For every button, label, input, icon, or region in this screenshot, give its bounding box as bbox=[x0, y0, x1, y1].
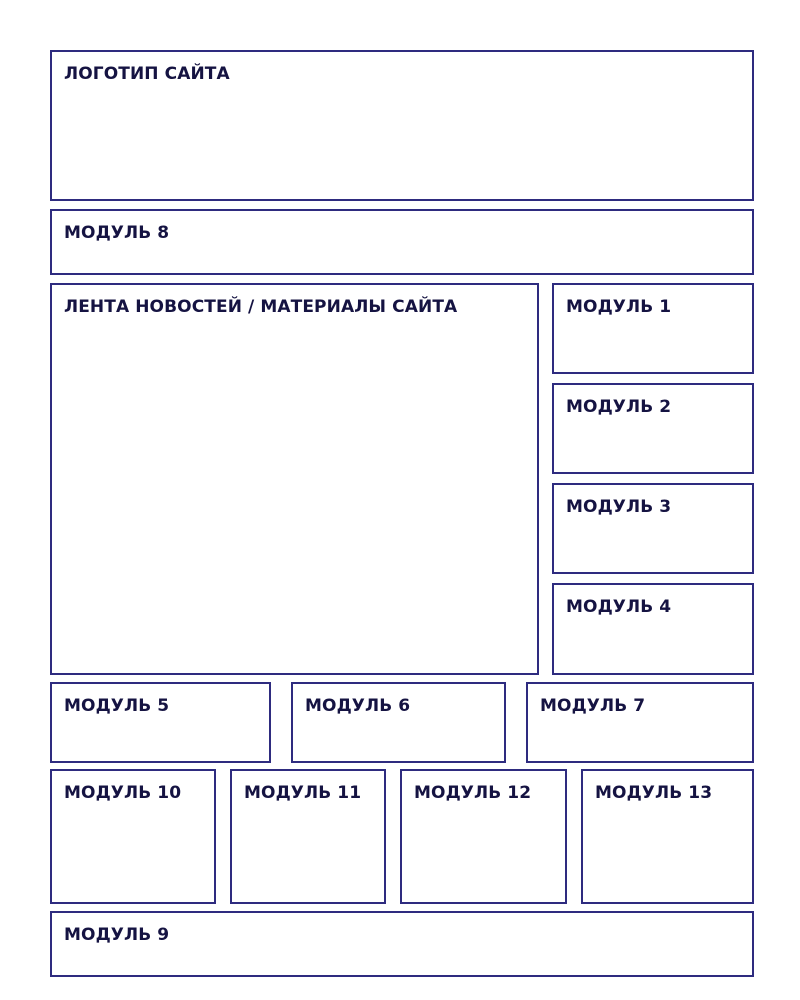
module-1-label: МОДУЛЬ 1 bbox=[566, 297, 672, 317]
module-4-block bbox=[552, 583, 754, 675]
module-3-label: МОДУЛЬ 3 bbox=[566, 497, 672, 517]
module-2-block bbox=[552, 383, 754, 474]
news-feed-label: ЛЕНТА НОВОСТЕЙ / МАТЕРИАЛЫ САЙТА bbox=[64, 297, 458, 317]
site-logo-block bbox=[50, 50, 754, 201]
module-11-label: МОДУЛЬ 11 bbox=[244, 783, 362, 803]
module-7-block bbox=[526, 682, 754, 763]
module-7-label: МОДУЛЬ 7 bbox=[540, 696, 646, 716]
module-6-label: МОДУЛЬ 6 bbox=[305, 696, 411, 716]
module-13-label: МОДУЛЬ 13 bbox=[595, 783, 713, 803]
module-1-block bbox=[552, 283, 754, 374]
news-feed-block bbox=[50, 283, 539, 675]
module-8-block bbox=[50, 209, 754, 275]
module-9-block bbox=[50, 911, 754, 977]
site-logo-label: ЛОГОТИП САЙТА bbox=[64, 64, 230, 84]
module-3-block bbox=[552, 483, 754, 574]
module-6-block bbox=[291, 682, 506, 763]
module-9-label: МОДУЛЬ 9 bbox=[64, 925, 170, 945]
module-8-label: МОДУЛЬ 8 bbox=[64, 223, 170, 243]
module-12-label: МОДУЛЬ 12 bbox=[414, 783, 532, 803]
module-11-block bbox=[230, 769, 386, 904]
module-2-label: МОДУЛЬ 2 bbox=[566, 397, 672, 417]
module-12-block bbox=[400, 769, 567, 904]
module-13-block bbox=[581, 769, 754, 904]
module-10-block bbox=[50, 769, 216, 904]
module-10-label: МОДУЛЬ 10 bbox=[64, 783, 182, 803]
module-5-block bbox=[50, 682, 271, 763]
module-4-label: МОДУЛЬ 4 bbox=[566, 597, 672, 617]
module-5-label: МОДУЛЬ 5 bbox=[64, 696, 170, 716]
